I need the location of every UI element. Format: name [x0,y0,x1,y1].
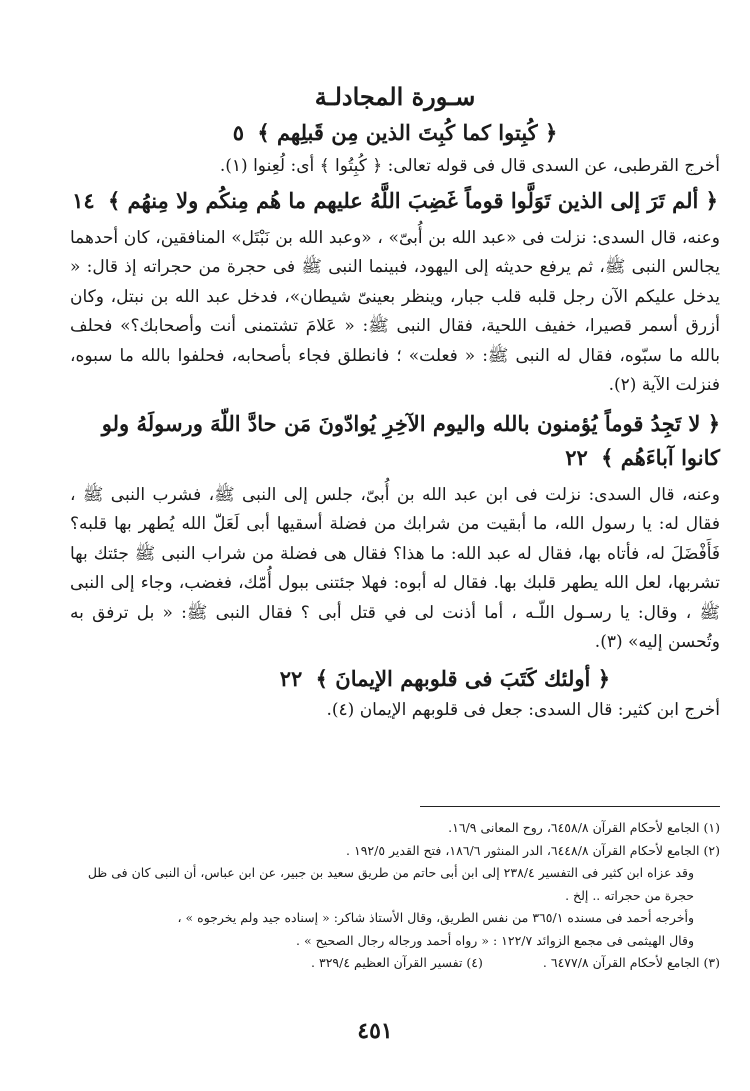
verse-number: ١٤ [72,187,95,213]
commentary-paragraph: وعنه، قال السدى: نزلت فى «عبد الله بن أُبىّ» ، «وعبد الله بن نَبْتَل» المنافقين، كان أحدهما يجالس النبى ﷺ، ثم يرفع حديثه إلى اليهود، فبينما النبى ﷺ فى حجرة من حجراته إذ قال: « يدخل عليكم الآن رجل قلبه قلب جبار، وينظر بعينىّ شيطان»، فدخل عبد الله بن نبتل، وكان أزرق أسمر قصيرا، خفيف اللحية، فقال النبى ﷺ: « عَلامَ تشتمنى أنت وأصحابك؟» فحلف بالله ما سبّوه، فقال له النبى ﷺ: « فعلت» ؛ فانطلق فجاء بأصحابه، فحلفوا بالله ما سبوه، فنزلت الآية (٢). [70,227,720,395]
sura-title: سـورة المجادلـة [314,82,476,111]
footnote-2: (٢) الجامع لأحكام القرآن ٦٤٤٨/٨، الدر المنثور ١٨٦/٦، فتح القدير ١٩٢/٥ . [346,842,720,858]
verse-number: ٢٢ [279,665,303,691]
verse-text: ﴿ أولئك كَتَبَ فى قلوبهم الإيمانَ ﴾ [315,665,610,691]
verse-number: ٢٢ [565,444,588,470]
verse-heading-3 [70,407,720,475]
footnote-2-note: وأخرجه أحمد فى مسنده ٣٦٥/١ من نفس الطريق، وقال الأستاذ شاكر: « إسناده جيد ولم يخرجوه » ، [177,910,694,925]
verse-text: ﴿ كُبِتوا كما كُبِتَ الذين مِن قَبلِهم ﴾ [257,120,558,145]
verse-text: ﴿ ألم تَرَ إلى الذين تَوَلَّوا قوماً غَضِبَ اللَّهُ عليهم ما هُم مِنكُم ولا مِنهُم ﴾ [107,187,718,213]
footnote-2-note: وقال الهيثمى فى مجمع الزوائد ١٢٢/٧ : « رواه أحمد ورجاله رجال الصحيح » . [296,932,694,948]
footnotes [70,806,720,975]
footnote-4: (٤) تفسير القرآن العظيم ٣٢٩/٤ . [311,955,483,970]
page-number: ٤٥١ [357,1018,393,1044]
verse-heading-1 [70,116,720,150]
commentary-paragraph: أخرج القرطبى، عن السدى قال فى قوله تعالى: ﴿ كُبِتُوا ﴾ أى: لُعِنوا (١). [219,156,720,176]
commentary-paragraph: أخرج ابن كثير: قال السدى: جعل فى قلوبهم الإيمان (٤). [326,699,720,720]
verse-number: ٥ [232,120,245,145]
footnote-2-note: وقد عزاه ابن كثير فى التفسير ٢٣٨/٤ إلى ابن أبى حاتم من طريق سعيد بن جبير، عن ابن عباس، أن النبى كان فى ظل حجرة من حجراته .. إلخ . [87,865,694,903]
footnote-divider [420,806,720,807]
footnote-3: (٣) الجامع لأحكام القرآن ٦٤٧٧/٨ . [542,955,720,970]
verse-heading-4 [70,662,720,696]
commentary-paragraph: وعنه، قال السدى: نزلت فى ابن عبد الله بن أُبىّ، جلس إلى النبى ﷺ، فشرب النبى ﷺ ، فقال له: يا رسول الله، ما أبقيت من شرابك من فضلة أسقيها أبى لَعَلّ الله يُطهر بها قلبه؟ فَأَفْضَلَ له، فأتاه بها، فقال له عبد الله: ما هذا؟ فقال هى فضلة من شراب النبى ﷺ جئتك بها تشربها، لعل الله يطهر قلبك بها. فقال له أبوه: فهلا جئتنى ببول أُمّك، فغضب، وجاء إلى النبى ﷺ ، وقال: يا رسـول اللّـه ، أما أذنت لى في قتل أبى ؟ فقال النبى ﷺ: « بل ترفق به وتُحسن إليه» (٣). [70,484,720,652]
page-body [70,80,720,727]
footnote-row [70,952,720,975]
verse-heading-2 [70,184,720,218]
footnote-1: (١) الجامع لأحكام القرآن ٦٤٥٨/٨، روح المعانى ١٦/٩. [448,820,720,835]
verse-text: ﴿ لا تَجِدُ قوماً يُؤمنون بالله واليوم الآخِرِ يُوادّونَ مَن حادَّ اللّهَ ورسولَهُ ولو كانوا آباءَهُم ﴾ [101,410,720,470]
